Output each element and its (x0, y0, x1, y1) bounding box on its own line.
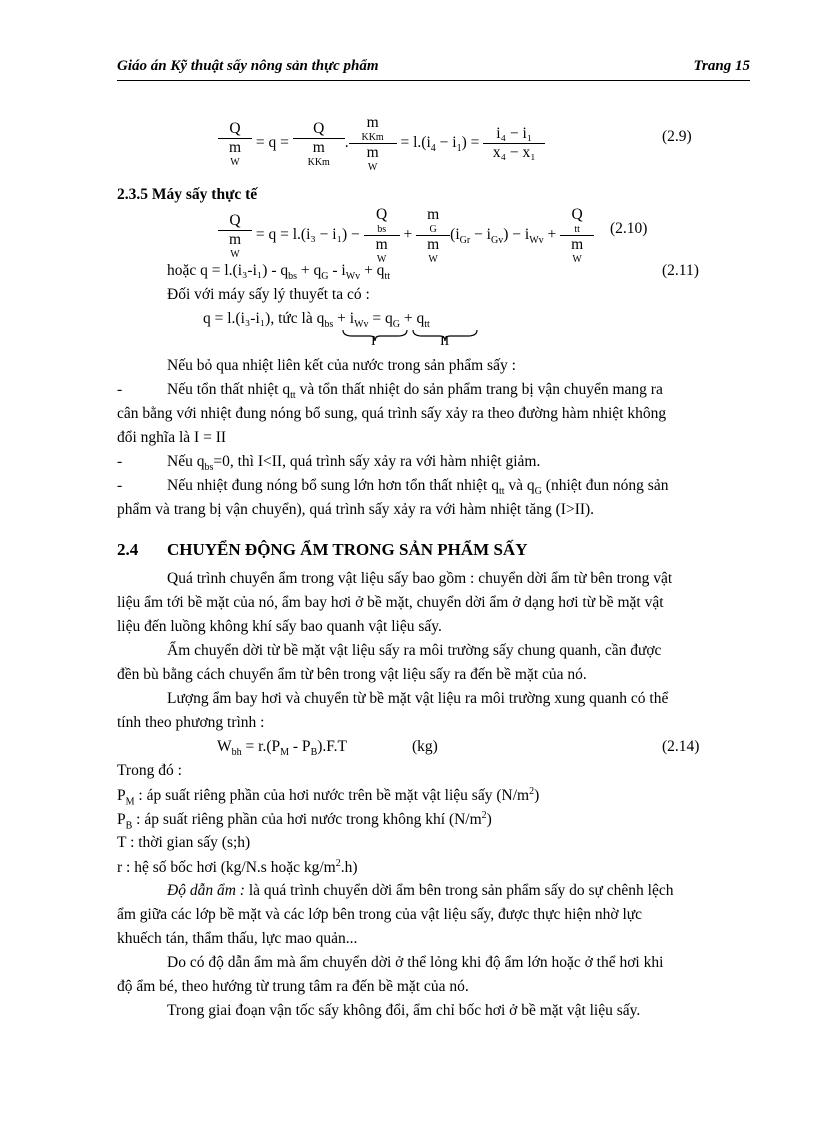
definition-PB: $P_B$ : áp suất riêng phần của hơi nước trong không khí $(N/m^2)$ (117, 810, 492, 832)
header-title: Giáo án Kỹ thuật sấy nông sản thực phẩm (117, 58, 379, 74)
para-3-line-2: đền bù bằng cách chuyển ẩm từ bên trong vật liệu sấy ra đến bề mặt của nó. (117, 666, 587, 683)
para-5-line-3: khuếch tán, thẩm thấu, lực mao quản... (117, 930, 358, 947)
para-4-line-1: Lượng ẩm bay hơi và chuyển từ bề mặt vật liệu ra môi trường xung quanh có thể (167, 690, 669, 707)
para-2-line-3: liệu đến luồng không khí sấy bao quanh vật liệu sấy. (117, 618, 442, 635)
para-2-line-1: Quá trình chuyển ẩm trong vật liệu sấy bao gồm : chuyển dời ẩm từ bên trong vật (167, 570, 673, 587)
equation-unit-2-14: (kg) (412, 738, 438, 755)
where-label: Trong đó : (117, 762, 182, 779)
bullet-1-line-2: cân bằng với nhiệt đung nóng bổ sung, quá trình sấy xảy ra theo đường hàm nhiệt không (117, 405, 667, 422)
para-4-line-2: tính theo phương trình : (117, 714, 265, 731)
equation-2-10: Q m W = q = l.(i₃ − i₁) − Q bs m W + m G m W $(i_{Gr} - i_{Gv}) - i_{Wv}$ + Q tt m W (218, 206, 594, 265)
definition-PM: $P_M$ : áp suất riêng phần của hơi nước trên bề mặt vật liệu sấy $(N/m^2)$ (117, 786, 540, 808)
section-heading-2-3-5: 2.3.5 Máy sấy thực tế (117, 186, 258, 203)
para-5-line-2: ẩm giữa các lớp bề mặt và các lớp bên trong của vật liệu sấy, được thực hiện nhờ lực (117, 906, 643, 923)
bullet-3-line-1: Nếu nhiệt đung nóng bổ sung lớn hơn tổn thất nhiệt $q_{tt}$ và $q_G$ (nhiệt đun nóng sản (167, 477, 669, 498)
equation-2-9: Q m W = q = Q m KKm . m KKm m W = $l.(i_4 - i_1)$ = $\frac{\text{i₄ − i₁}}{\text{x₄ − x₁}}$ (218, 114, 545, 173)
bullet-1-line-1: Nếu tổn thất nhiệt $q_{tt}$ và tổn thất nhiệt do sản phẩm trang bị vận chuyển mang ra (167, 381, 663, 402)
para-6-line-1: Do có độ dẫn ẩm mà ẩm chuyển dời ở thể lỏng khi độ ẩm lớn hoặc ở thể hơi khi (167, 954, 664, 971)
section-number-2-4: 2.4 (117, 540, 139, 559)
definition-T: T : thời gian sấy (s;h) (117, 834, 251, 851)
theory-intro: Đối với máy sấy lý thuyết ta có : (167, 286, 370, 303)
para-3-line-1: Ẩm chuyển dời từ bề mặt vật liệu sấy ra môi trường sấy chung quanh, cần được (167, 642, 662, 659)
bullet-dash: - (117, 477, 123, 494)
equation-number-2-9: (2.9) (662, 128, 692, 145)
bullet-2: Nếu $q_{bs}=0$, thì I<II, quá trình sấy xảy ra với hàm nhiệt giảm. (167, 453, 541, 474)
definition-r: r : hệ số bốc hơi (kg/N.s hoặc $kg/m^2.h$) (117, 858, 358, 877)
section-heading-2-4: CHUYỂN ĐỘNG ẨM TRONG SẢN PHẨM SẤY (167, 540, 528, 559)
bullet-dash: - (117, 453, 123, 470)
page-number: Trang 15 (693, 58, 750, 74)
theory-equation: q = l.(i₃-i₁), tức là $q_{bs} + i_{Wv} = q_G + q_{tt}$ (203, 310, 430, 331)
para-5-line-1: Độ dẫn ẩm : là quá trình chuyển dời ẩm bên trong sản phẩm sấy do sự chênh lệch (167, 882, 674, 899)
para-7-line-1: Trong giai đoạn vận tốc sấy không đổi, ẩm chỉ bốc hơi ở bề mặt vật liệu sấy. (167, 1002, 641, 1019)
equation-number-2-10: (2.10) (610, 220, 648, 237)
page-header (117, 56, 750, 81)
brace-label-II: II (440, 334, 450, 349)
para-2-line-2: liệu ẩm tới bề mặt của nó, ẩm bay hơi ở bề mặt, chuyển dời ẩm ở dạng hơi từ bề mặt vật (117, 594, 664, 611)
para-6-line-2: độ ẩm bé, theo hướng từ trung tâm ra đến bề mặt của nó. (117, 978, 469, 995)
bullet-3-line-2: phẩm và trang bị vận chuyển), quá trình sấy xảy ra với hàm nhiệt tăng (I>II). (117, 501, 595, 518)
bullet-1-line-3: đổi nghĩa là I = II (117, 429, 227, 446)
equation-2-14: $W_{bh} = r.(P_M - P_B).F.T$ (217, 738, 347, 759)
equation-number-2-11: (2.11) (662, 262, 699, 279)
brace-label-I: I (371, 334, 376, 349)
bullet-dash: - (117, 381, 123, 398)
equation-number-2-14: (2.14) (662, 738, 700, 755)
equation-2-11: hoặc $q = l.(i_3-i_1) - q_{bs} + q_G - i_{Wv} + q_{tt}$ (167, 262, 390, 283)
para-ignore-binding-heat: Nếu bỏ qua nhiệt liên kết của nước trong sản phẩm sấy : (167, 357, 516, 374)
